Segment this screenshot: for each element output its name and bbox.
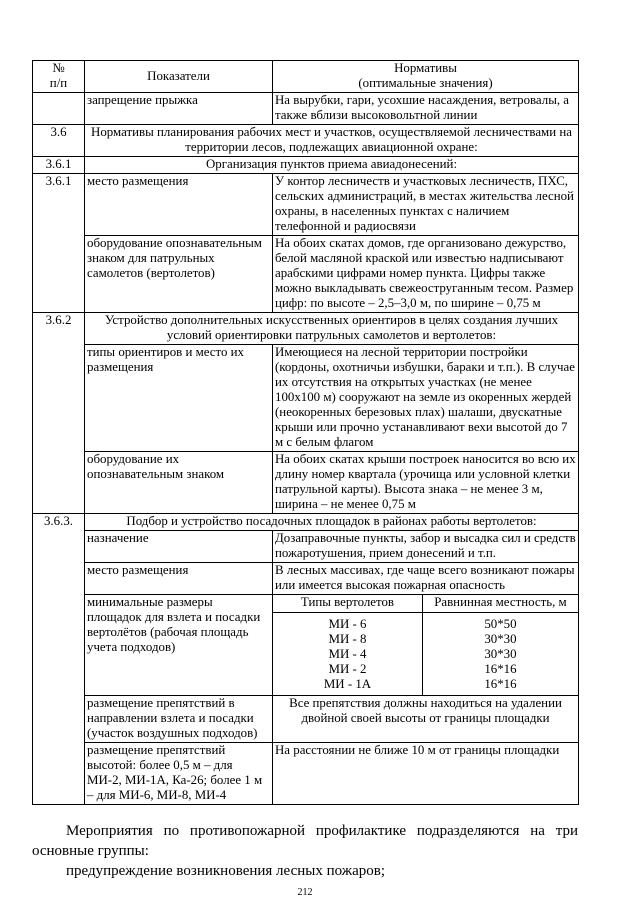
table-row <box>33 696 579 743</box>
row-norm-cell: На обоих скатах домов, где организовано дежурство, белой масляной краской или известью надписывают арабскими цифрами номер пункта. Цифры также можно выкладывать свежеоструганным тесом. Размер цифр: по высоте – 2,5–3,0 м, по ширине – 0,75 м <box>273 236 579 313</box>
helipad-sizes-cell <box>273 595 579 696</box>
helicopter-type: МИ - 1А <box>273 677 422 695</box>
row-indicator-cell: место размещения <box>85 174 273 236</box>
row-norm-cell: В лесных массивах, где чаще всего возникают пожары или имеется высокая пожарная опасность <box>273 563 579 595</box>
helipad-area: 30*30 <box>484 647 517 661</box>
helipad-sizes-row <box>273 662 578 677</box>
row-indicator-cell: минимальные размеры площадок для взлета и посадки вертолётов (рабочая площадь учета подходов) <box>85 595 273 696</box>
header-num-line1: № <box>52 61 65 75</box>
row-indicator-cell: размещение препятствий высотой: более 0,5 м – для МИ-2, МИ-1А, Ка-26; более 1 м – для МИ-6, МИ-8, МИ-4 <box>85 743 273 805</box>
helipad-type-header: Типы вертолетов <box>273 595 422 613</box>
table-row <box>33 236 579 313</box>
helicopter-type: МИ - 4 <box>273 647 422 662</box>
header-indicator-cell: Показатели <box>85 61 273 93</box>
header-norm-cell <box>273 61 579 93</box>
row-indicator-cell: оборудование опознавательным знаком для патрульных самолетов (вертолетов) <box>85 236 273 313</box>
section-row-3-6-1-header <box>33 157 579 174</box>
helipad-sizes-row <box>273 613 578 633</box>
row-norm-cell: На вырубки, гари, усохшие насаждения, ветровалы, а также вблизи высоковольтной линии <box>273 93 579 125</box>
table-row <box>33 563 579 595</box>
row-indicator-cell: размещение препятствий в направлении взлета и посадки (участок воздушных подходов) <box>85 696 273 743</box>
section-title-cell: Нормативы планирования рабочих мест и участков, осуществляемой лесничествами на территории лесов, подлежащих авиационной охране: <box>85 125 579 157</box>
helipad-area: 16*16 <box>484 677 517 691</box>
helipad-sizes-row <box>273 647 578 662</box>
row-num-cell <box>33 93 85 125</box>
table-row <box>33 595 579 696</box>
row-indicator-cell: место размещения <box>85 563 273 595</box>
helipad-sizes-row <box>273 632 578 647</box>
section-title-cell: Подбор и устройство посадочных площадок в районах работы вертолетов: <box>85 514 579 531</box>
section-title-cell: Организация пунктов приема авиадонесений: <box>85 157 579 174</box>
helicopter-type: МИ - 2 <box>273 662 422 677</box>
row-indicator-cell: запрещение прыжка <box>85 93 273 125</box>
body-paragraph: Мероприятия по противопожарной профилактике подразделяются на три основные группы: <box>32 823 578 859</box>
page-number: 212 <box>297 887 313 898</box>
row-indicator-cell: типы ориентиров и место их размещения <box>85 345 273 452</box>
section-num-cell: 3.6.1 <box>33 174 85 313</box>
helicopter-type: МИ - 6 <box>273 613 422 633</box>
section-row-3-6-3 <box>33 514 579 531</box>
section-row-3-6-2 <box>33 313 579 345</box>
table-row <box>33 452 579 514</box>
section-row-3-6 <box>33 125 579 157</box>
row-norm-cell: На расстоянии не ближе 10 м от границы площадки <box>273 743 579 805</box>
section-num-cell: 3.6.3. <box>33 514 85 805</box>
table-row <box>33 345 579 452</box>
section-num-cell: 3.6 <box>33 125 85 157</box>
row-norm-cell: Все препятствия должны находиться на удалении двойной своей высоты от границы площадки <box>273 696 579 743</box>
row-norm-cell: У контор лесничеств и участковых лесничеств, ПХС, сельских администраций, в местах жительства лесной охраны, в населенных пунктах с наличием телефонной и радиосвязи <box>273 174 579 236</box>
table-header-row <box>33 61 579 93</box>
row-indicator-cell: оборудование их опознавательным знаком <box>85 452 273 514</box>
table-row <box>33 531 579 563</box>
helipad-sizes-table <box>273 595 578 695</box>
header-num-line2: п/п <box>49 76 68 90</box>
header-norm-line2: (оптимальные значения) <box>358 76 493 90</box>
row-indicator-cell: назначение <box>85 531 273 563</box>
header-norm-line1: Нормативы <box>394 61 457 75</box>
helicopter-type: МИ - 8 <box>273 632 422 647</box>
section-num-cell: 3.6.2 <box>33 313 85 514</box>
section-title-cell: Устройство дополнительных искусственных ориентиров в целях создания лучших условий ориентировки патрульных самолетов и вертолетов: <box>85 313 579 345</box>
helipad-area: 50*50 <box>484 617 517 631</box>
row-norm-cell: Дозаправочные пункты, забор и высадка сил и средств пожаротушения, прием донесений и т.п. <box>273 531 579 563</box>
helipad-sizes-row <box>273 677 578 695</box>
table-row <box>33 174 579 236</box>
row-norm-cell: Имеющиеся на лесной территории постройки (кордоны, охотничьи избушки, бараки и т.п.). В случае их отсутствия на открытых участках (не менее 100х100 м) сооружают на земле из окоренных жердей (неокоренных березовых плах) шалаши, двускатные крыши или прочно устанавливают вехи высотой до 7 м с белым флагом <box>273 345 579 452</box>
body-list-item: предупреждение возникновения лесных пожаров; <box>66 863 386 879</box>
table-row <box>33 743 579 805</box>
norms-table <box>32 60 579 805</box>
helipad-area: 16*16 <box>484 662 517 676</box>
page-content <box>32 60 578 899</box>
section-num-cell: 3.6.1 <box>33 157 85 174</box>
helipad-area-header: Равнинная местность, м <box>422 595 578 613</box>
header-num-cell <box>33 61 85 93</box>
row-norm-cell: На обоих скатах крыши построек наносится во всю их длину номер квартала (урочища или условной клетки патрульной карты). Высота знака – не менее 3 м, ширина – не менее 0,75 м <box>273 452 579 514</box>
table-row-jump <box>33 93 579 125</box>
helipad-sizes-header-row <box>273 595 578 613</box>
helipad-area: 30*30 <box>484 632 517 646</box>
